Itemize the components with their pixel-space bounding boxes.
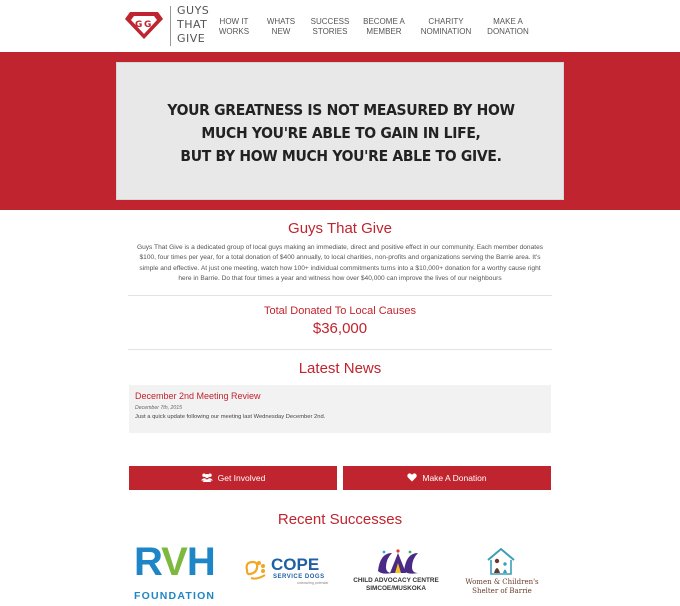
cac-line1: CHILD ADVOCACY CENTRE — [353, 577, 439, 584]
get-involved-button[interactable] — [129, 466, 337, 490]
quote-line: BUT BY HOW MUCH YOU'RE ABLE TO GIVE. — [180, 147, 502, 165]
nav-charity-nomination[interactable]: CHARITY NOMINATION — [420, 17, 472, 36]
rvh-sub: FOUNDATION — [134, 590, 216, 602]
heart-icon — [407, 473, 417, 484]
cac-emblem — [374, 549, 418, 577]
svg-text:G: G — [135, 20, 143, 30]
total-donated-value: $36,000 — [312, 320, 368, 337]
nav-success-stories[interactable]: SUCCESS STORIES — [310, 17, 350, 36]
total-donated-label: Total Donated To Local Causes — [263, 305, 417, 317]
cac-line2: SIMCOE/MUSKOKA — [365, 585, 426, 592]
logo-gem-icon[interactable] — [124, 8, 164, 40]
paw-icon — [243, 556, 269, 582]
get-involved-label: Get Involved — [217, 473, 266, 483]
make-donation-button[interactable] — [343, 466, 551, 490]
divider — [128, 349, 552, 350]
quote-line: YOUR GREATNESS IS NOT MEASURED BY HOW — [167, 101, 515, 119]
news-excerpt: Just a quick update following our meeting last Wednesday December 2nd. — [135, 414, 326, 420]
divider — [128, 295, 552, 296]
wcs-line2: Shelter of Barrie — [472, 587, 532, 595]
cope-sub: SERVICE DOGS — [273, 574, 325, 580]
cope-service-dogs-logo[interactable] — [243, 540, 343, 606]
recent-successes-title: Recent Successes — [277, 511, 403, 528]
cope-name: COPE — [271, 555, 320, 574]
logo-line: THAT — [177, 18, 208, 31]
users-icon — [201, 473, 213, 484]
latest-news-title: Latest News — [298, 360, 382, 377]
shelter-house-icon — [484, 546, 518, 576]
news-date: December 7th, 2015 — [135, 405, 183, 411]
news-headline-link[interactable]: December 2nd Meeting Review — [135, 391, 261, 401]
logo-line: GIVE — [177, 32, 206, 45]
hero-band — [0, 52, 680, 210]
quote-line: MUCH YOU'RE ABLE TO GAIN IN LIFE, — [201, 124, 481, 142]
cope-tagline: unleashing potential — [297, 581, 329, 585]
womens-childrens-shelter-logo[interactable] — [460, 540, 544, 606]
site-header — [0, 0, 680, 52]
child-advocacy-centre-logo[interactable] — [352, 540, 440, 606]
logo-divider — [170, 6, 171, 46]
news-card — [129, 385, 551, 433]
nav-whats-new[interactable]: WHATS NEW — [266, 17, 296, 36]
logo-line: GUYS — [177, 4, 210, 17]
wcs-line1: Women & Children's — [465, 578, 539, 586]
quote-card — [116, 62, 564, 200]
make-donation-label: Make A Donation — [422, 473, 487, 483]
rvh-wordmark: RVH — [134, 540, 215, 584]
rvh-foundation-logo[interactable] — [132, 540, 224, 606]
logo-wordmark[interactable] — [177, 4, 217, 46]
hero-quote — [117, 99, 565, 168]
about-title: Guys That Give — [288, 220, 392, 237]
svg-text:G: G — [144, 20, 152, 30]
nav-become-a-member[interactable]: BECOME A MEMBER — [363, 17, 405, 36]
nav-how-it-works[interactable]: HOW IT WORKS — [218, 17, 250, 36]
about-text: Guys That Give is a dedicated group of local guys making an immediate, direct and positive effect in our community. Each member donates $100, four times per year, for a total donation of $400 annually, to local charities, non-profits and organizations serving the Barrie area. It's simple and effective. At just one meeting, watch how 100+ individual commitments turns into a $10,000+ donation for a worthy cause right here in Barrie. Do that four times a year and witness how over $40,000 can improve the lives of our neighbours — [136, 244, 544, 283]
nav-make-a-donation[interactable]: MAKE A DONATION — [487, 17, 529, 36]
